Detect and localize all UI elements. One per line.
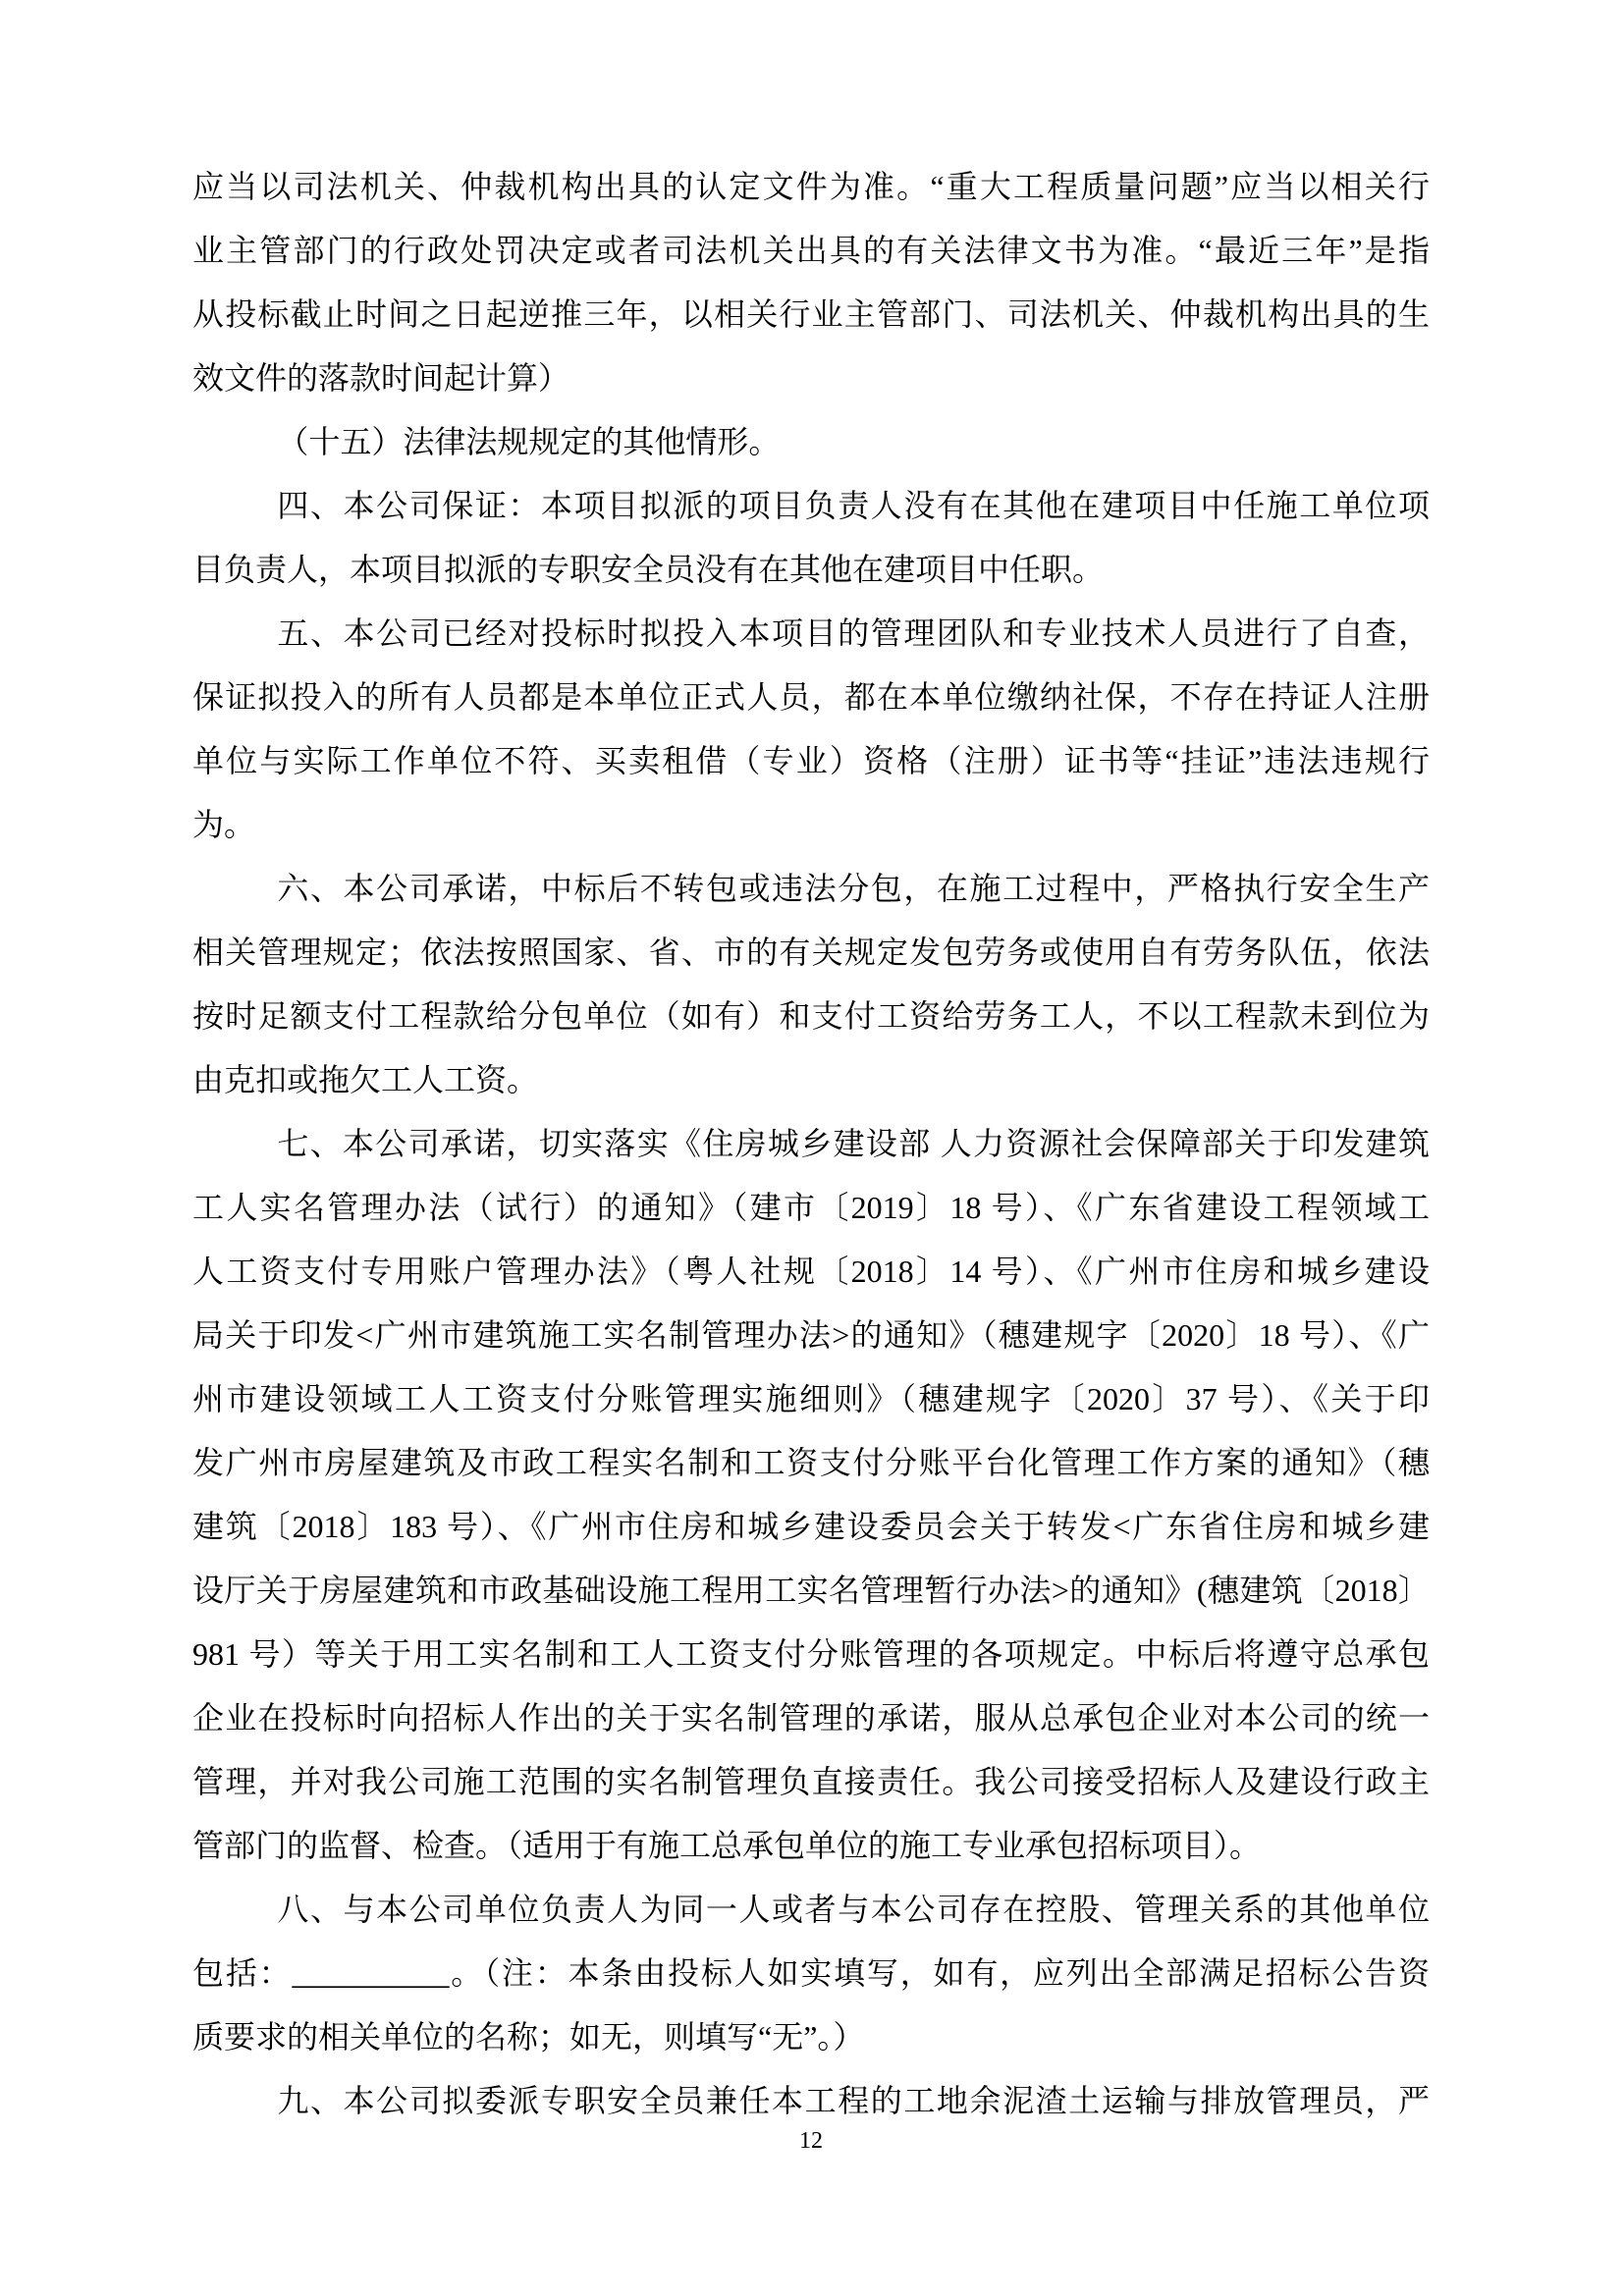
text-line: 相关管理规定；依法按照国家、省、市的有关规定发包劳务或使用自有劳务队伍，依法 [192,934,1430,970]
text-line: 从投标截止时间之日起逆推三年，以相关行业主管部门、司法机关、仲裁机构出具的生 [192,296,1430,332]
text-line: 管理，并对我公司施工范围的实名制管理负直接责任。我公司接受招标人及建设行政主 [192,1764,1430,1799]
text-line: 包括：__________。（注：本条由投标人如实填写，如有，应列出全部满足招标公告资 [192,1955,1430,1991]
text-line: （十五）法律法规规定的其他情形。 [277,424,781,459]
text-line: 四、本公司保证：本项目拟派的项目负责人没有在其他在建项目中任施工单位项 [277,488,1430,523]
text-line: 效文件的落款时间起计算） [192,360,570,396]
text-line: 按时足额支付工程款给分包单位（如有）和支付工资给劳务工人，不以工程款未到位为 [192,998,1430,1034]
text-line: 应当以司法机关、仲裁机构出具的认定文件为准。“重大工程质量问题”应当以相关行 [192,169,1430,204]
text-line: 设厅关于房屋建筑和市政基础设施工程用工实名管理暂行办法>的通知》(穗建筑〔2018〕 [192,1573,1430,1608]
text-line: 州市建设领域工人工资支付分账管理实施细则》（穗建规字〔2020〕37 号）、《关于印 [192,1381,1430,1416]
text-line: 业主管部门的行政处罚决定或者司法机关出具的有关法律文书为准。“最近三年”是指 [192,233,1430,268]
text-line: 单位与实际工作单位不符、买卖租借（专业）资格（注册）证书等“挂证”违法违规行 [192,743,1430,778]
text-line: 保证拟投入的所有人员都是本单位正式人员，都在本单位缴纳社保，不存在持证人注册 [192,679,1430,715]
text-line: 目负责人，本项目拟派的专职安全员没有在其他在建项目中任职。 [192,552,1105,587]
page-number: 12 [799,2128,823,2154]
text-line: 八、与本公司单位负责人为同一人或者与本公司存在控股、管理关系的其他单位 [277,1892,1430,1927]
text-line: 质要求的相关单位的名称；如无，则填写“无”。） [192,2019,865,2055]
text-line: 五、本公司已经对投标时拟投入本项目的管理团队和专业技术人员进行了自查， [277,615,1430,651]
text-line: 管部门的监督、检查。（适用于有施工总承包单位的施工专业承包招标项目）。 [192,1828,1262,1863]
text-line: 建筑〔2018〕183 号）、《广州市住房和城乡建设委员会关于转发<广东省住房和城乡建 [192,1509,1430,1544]
text-line: 九、本公司拟委派专职安全员兼任本工程的工地余泥渣土运输与排放管理员，严 [277,2083,1430,2118]
text-line: 由克扣或拖欠工人工资。 [192,1062,539,1097]
text-line: 六、本公司承诺，中标后不转包或违法分包，在施工过程中，严格执行安全生产 [277,871,1430,906]
text-line: 为。 [192,807,256,842]
text-line: 企业在投标时向招标人作出的关于实名制管理的承诺，服从总承包企业对本公司的统一 [192,1700,1430,1735]
text-line: 七、本公司承诺，切实落实《住房城乡建设部 人力资源社会保障部关于印发建筑 [277,1126,1430,1161]
text-line: 工人实名管理办法（试行）的通知》（建市〔2019〕18 号）、《广东省建设工程领域工 [192,1190,1430,1225]
text-line: 局关于印发<广州市建筑施工实名制管理办法>的通知》（穗建规字〔2020〕18 号）、《广 [192,1317,1430,1353]
text-line: 981 号）等关于用工实名制和工人工资支付分账管理的各项规定。中标后将遵守总承包 [192,1636,1430,1672]
text-line: 人工资支付专用账户管理办法》（粤人社规〔2018〕14 号）、《广州市住房和城乡建设 [192,1254,1430,1289]
text-line: 发广州市房屋建筑及市政工程实名制和工资支付分账平台化管理工作方案的通知》（穗 [192,1445,1430,1480]
text-lines [192,155,1430,2133]
